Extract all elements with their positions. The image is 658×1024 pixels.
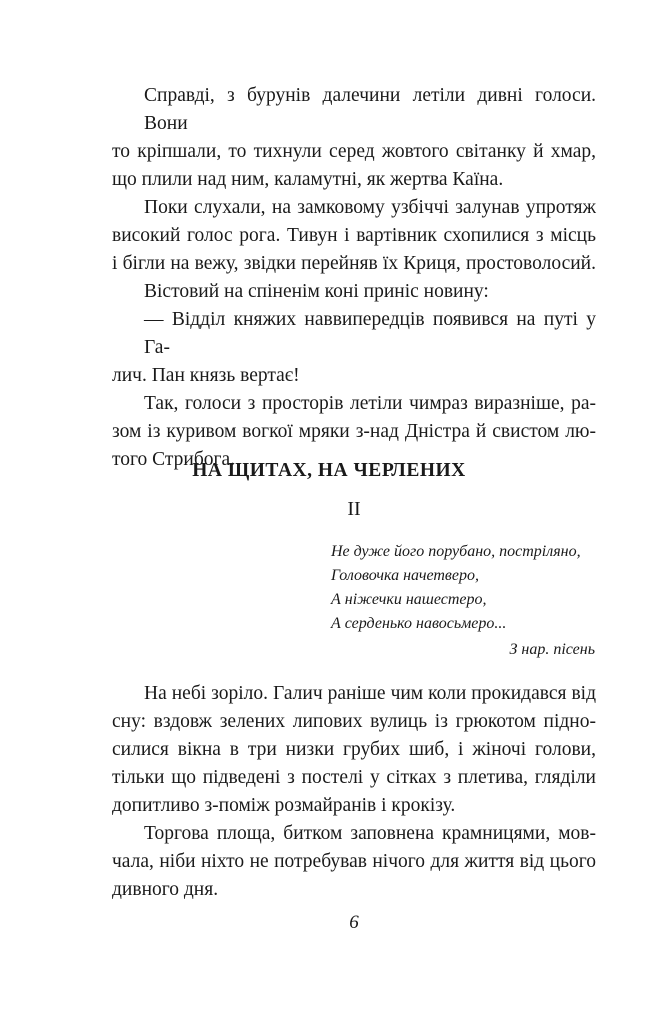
- text-line: — Відділ княжих наввипередців появився на путі у Га-: [144, 309, 596, 358]
- page-number: 6: [349, 912, 359, 933]
- text-line: і бігли на вежу, звідки перейняв їх Криця, простоволосий.: [112, 253, 596, 274]
- text-line: високий голос рога. Тивун і вартівник схопилися з місць: [112, 225, 596, 246]
- text-line: Торгова площа, битком заповнена крамницями, мов-: [144, 823, 596, 844]
- text-line: що плили над ним, каламутні, як жертва Каїна.: [112, 169, 504, 190]
- text-line: сну: вздовж зелених липових вулиць із грюкотом підно-: [112, 711, 596, 732]
- text-section-1: [112, 82, 596, 474]
- text-line: Так, голоси з просторів летіли чимраз виразніше, ра-: [144, 393, 596, 414]
- epigraph-line: А серденько навосьмеро...: [331, 615, 507, 632]
- epigraph-source: З нар. пісень: [509, 641, 595, 658]
- epigraph-line: Головочка начетверо,: [331, 567, 479, 584]
- text-line: лич. Пан князь вертає!: [112, 365, 300, 386]
- text-line: Поки слухали, на замковому узбіччі залунав упротяж: [144, 197, 596, 218]
- text-line: На небі зоріло. Галич раніше чим коли прокидався від: [144, 683, 596, 704]
- text-line: чала, ніби ніхто не потребував нічого для життя від цього: [112, 851, 596, 872]
- text-line: то кріпшали, то тихнули серед жовтого світанку й хмар,: [112, 141, 596, 162]
- text-section-2: [112, 680, 596, 904]
- text-line: допитливо з-поміж розмайранів і крокізу.: [112, 795, 456, 816]
- text-line: того Стрибога.: [112, 449, 236, 470]
- epigraph: [331, 540, 601, 662]
- text-line: зом із куривом вогкої мряки з-над Дністра й свистом лю-: [112, 421, 596, 442]
- text-line: Вістовий на спіненім коні приніс новину:: [144, 281, 489, 302]
- text-line: тільки що підведені з постелі у сітках з плетива, гляділи: [112, 767, 596, 788]
- epigraph-line: А ніжечки нашестеро,: [331, 591, 487, 608]
- chapter-title: НА ЩИТАХ, НА ЧЕРЛЕНИХ: [192, 460, 466, 481]
- text-line: дивного дня.: [112, 879, 219, 900]
- chapter-number: II: [347, 498, 361, 520]
- text-line: силися вікна в три низки грубих шиб, і жіночі голови,: [112, 739, 596, 760]
- epigraph-line: Не дуже його порубано, постріляно,: [331, 543, 581, 560]
- text-line: Справді, з бурунів далечини летіли дивні голоси. Вони: [144, 85, 596, 134]
